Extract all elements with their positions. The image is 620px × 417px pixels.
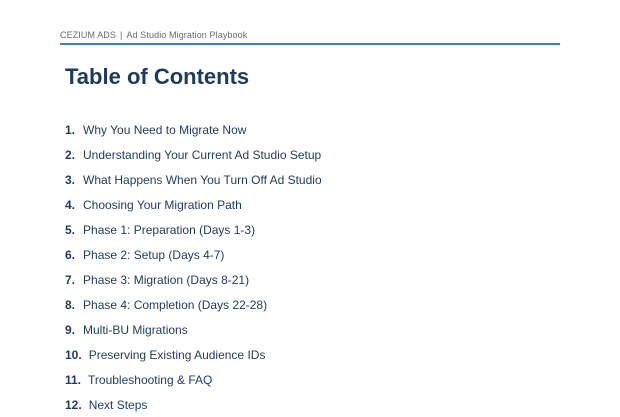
toc-item-number: 5. bbox=[65, 222, 76, 237]
toc-item-label: Phase 1: Preparation (Days 1-3) bbox=[83, 222, 256, 237]
toc-item-number: 12. bbox=[65, 397, 82, 412]
toc-item-number: 2. bbox=[65, 147, 76, 162]
toc-item[interactable] bbox=[65, 117, 322, 142]
toc-item-number: 10. bbox=[65, 347, 82, 362]
header-doc-title: Ad Studio Migration Playbook bbox=[126, 30, 248, 40]
table-of-contents bbox=[65, 117, 322, 417]
toc-item[interactable] bbox=[65, 392, 322, 417]
toc-item-number: 7. bbox=[65, 272, 76, 287]
toc-item[interactable] bbox=[65, 317, 322, 342]
toc-item-label: Phase 4: Completion (Days 22-28) bbox=[83, 297, 268, 312]
toc-item[interactable] bbox=[65, 217, 322, 242]
toc-item-number: 9. bbox=[65, 322, 76, 337]
toc-item-label: Phase 2: Setup (Days 4-7) bbox=[83, 247, 225, 262]
toc-item-number: 11. bbox=[65, 372, 82, 387]
toc-item-label: Preserving Existing Audience IDs bbox=[88, 347, 266, 362]
toc-item-label: Choosing Your Migration Path bbox=[83, 197, 242, 212]
toc-item[interactable] bbox=[65, 342, 322, 367]
page-title: Table of Contents bbox=[65, 64, 250, 89]
toc-item-label: Phase 3: Migration (Days 8-21) bbox=[83, 272, 250, 287]
toc-item[interactable] bbox=[65, 267, 322, 292]
toc-item-label: Multi-BU Migrations bbox=[83, 322, 188, 337]
toc-item-number: 3. bbox=[65, 172, 76, 187]
toc-item-number: 1. bbox=[65, 122, 76, 137]
toc-item[interactable] bbox=[65, 242, 322, 267]
toc-item[interactable] bbox=[65, 192, 322, 217]
header-separator: | bbox=[120, 30, 123, 40]
toc-item-number: 6. bbox=[65, 247, 76, 262]
toc-item-number: 8. bbox=[65, 297, 76, 312]
running-header bbox=[60, 30, 560, 44]
toc-item-label: Understanding Your Current Ad Studio Setup bbox=[83, 147, 322, 162]
toc-item-number: 4. bbox=[65, 197, 76, 212]
toc-item-label: Why You Need to Migrate Now bbox=[83, 122, 247, 137]
toc-item[interactable] bbox=[65, 167, 322, 192]
toc-item[interactable] bbox=[65, 292, 322, 317]
toc-item-label: Troubleshooting & FAQ bbox=[88, 372, 213, 387]
toc-item-label: What Happens When You Turn Off Ad Studio bbox=[83, 172, 322, 187]
toc-item[interactable] bbox=[65, 142, 322, 167]
toc-item-label: Next Steps bbox=[88, 397, 148, 412]
toc-item[interactable] bbox=[65, 367, 322, 392]
header-rule bbox=[60, 43, 560, 45]
header-brand: CEZIUM ADS bbox=[60, 30, 117, 40]
